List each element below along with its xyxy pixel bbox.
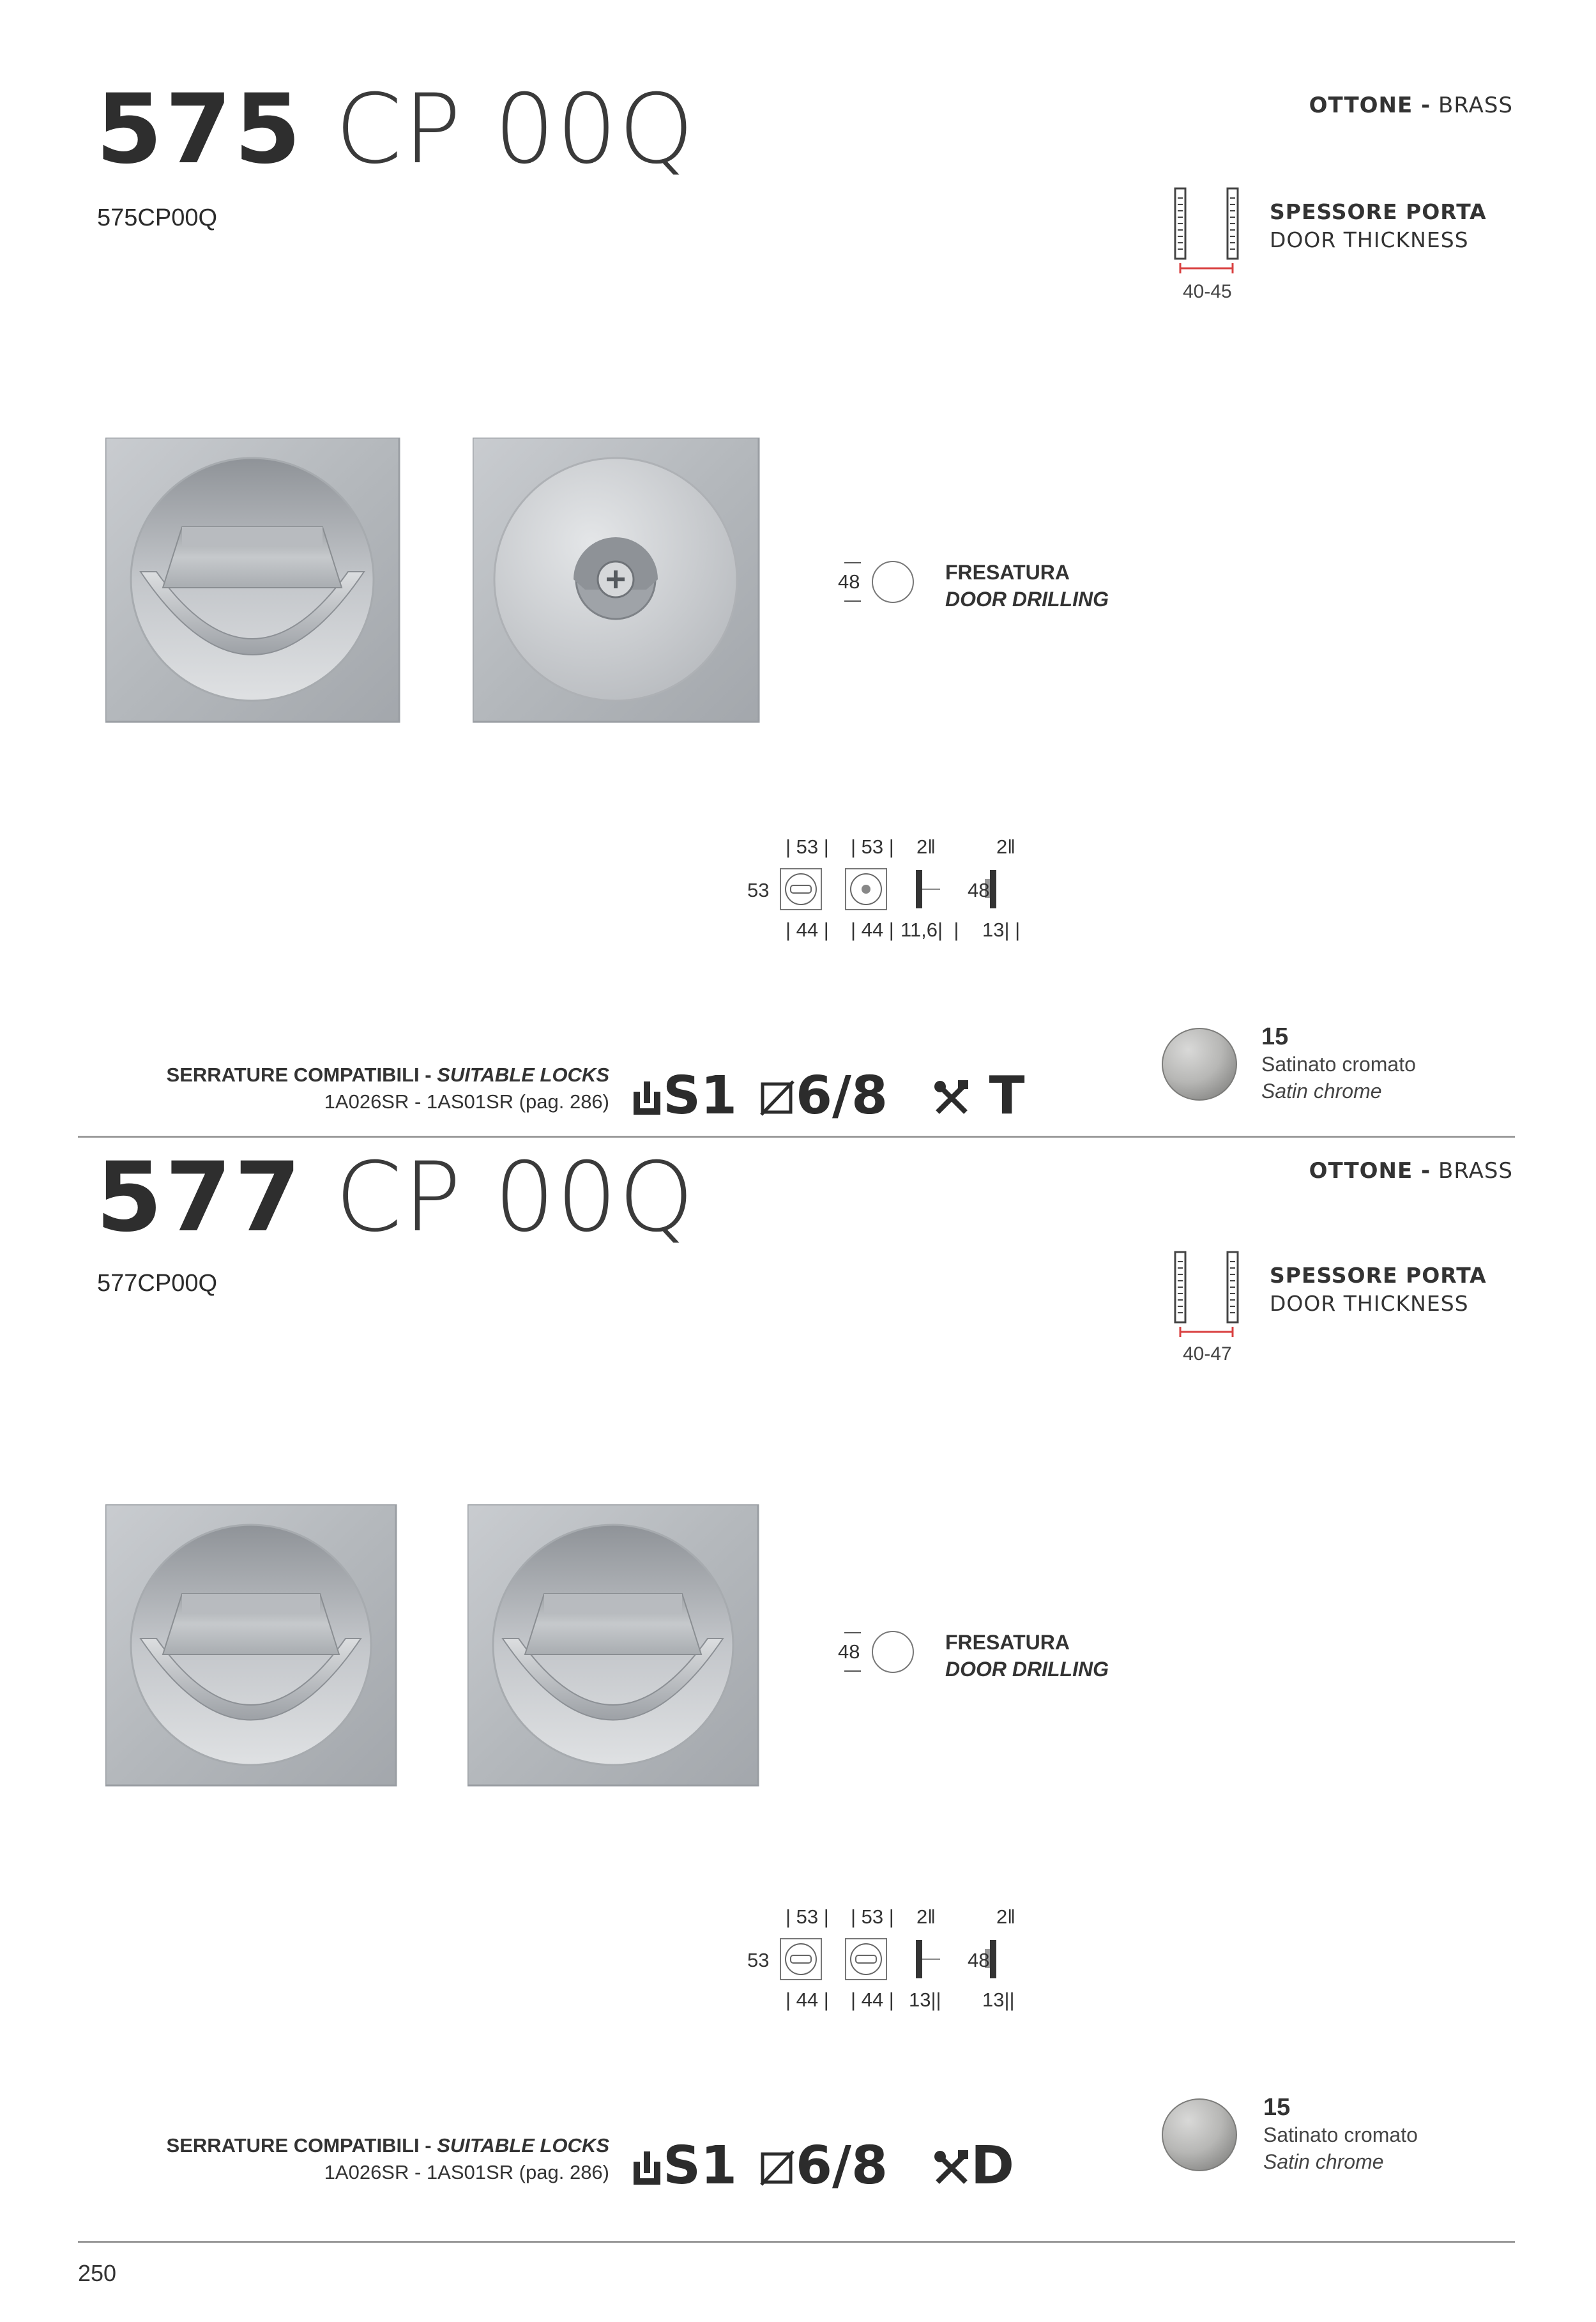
door-drilling-label: FRESATURA DOOR DRILLING: [945, 1631, 1109, 1681]
dim-w1: | 53 |: [786, 1906, 829, 1928]
dim-w1: | 53 |: [786, 836, 829, 858]
drilling-size: 48: [838, 1640, 860, 1663]
dimension-drawing: [747, 1906, 1028, 2014]
dim-t2: 2‖: [996, 1906, 1016, 1928]
section-divider: [78, 1136, 1515, 1138]
dim-t2: 2‖: [996, 836, 1016, 858]
tools-icon: [932, 1079, 971, 1117]
dimension-drawing: [747, 836, 1028, 944]
dim-w2: | 53 |: [851, 1906, 894, 1928]
dim-b1: | 44 |: [786, 919, 829, 941]
compatible-locks: SERRATURE COMPATIBILI - SUITABLE LOCKS 1A026SR - 1AS01SR (pag. 286): [166, 2134, 609, 2183]
dimension-glyphs: [779, 866, 1028, 914]
drilling-circle-icon: [872, 1631, 914, 1673]
door-thickness-icon: [1169, 1249, 1245, 1338]
square-spindle-icon: [760, 2150, 796, 2186]
door-thickness-label: SPESSORE PORTA DOOR THICKNESS: [1270, 199, 1487, 252]
handle-plate-image: [105, 438, 402, 725]
door-thickness-label: SPESSORE PORTA DOOR THICKNESS: [1270, 1263, 1487, 1316]
dim-d1: 11,6| |: [901, 919, 959, 941]
square-spindle-icon: [760, 1080, 796, 1116]
drilling-circle-icon: [872, 561, 914, 603]
feature-tool: D: [932, 2140, 1014, 2192]
finish-swatch: [1159, 1023, 1242, 1103]
spindle-icon: [631, 2150, 663, 2187]
dim-d1: 13||: [909, 1989, 941, 2011]
dim-tick: [844, 1632, 861, 1633]
door-thickness-icon: [1169, 185, 1245, 275]
page-number: 250: [78, 2260, 117, 2286]
drilling-size: 48: [838, 570, 860, 593]
dim-t1: 2‖: [916, 1906, 936, 1928]
footer-divider: [78, 2241, 1515, 2243]
finish-label: 15 Satinato cromato Satin chrome: [1263, 2094, 1418, 2173]
model-title: 575 CP 00Q: [96, 74, 695, 185]
dim-depth: 48: [968, 879, 990, 901]
thickness-range: 40-45: [1183, 281, 1232, 302]
feature-s1: S1: [631, 2140, 737, 2192]
compatible-locks: SERRATURE COMPATIBILI - SUITABLE LOCKS 1A026SR - 1AS01SR (pag. 286): [166, 1064, 609, 1113]
product-code: 575CP00Q: [97, 204, 218, 231]
dim-d2: 13||: [982, 1989, 1015, 2011]
material-label: OTTONE - BRASS: [1309, 1158, 1513, 1184]
feature-s1: S1: [631, 1070, 737, 1122]
finish-swatch: [1159, 2094, 1242, 2174]
dim-tick: [844, 600, 861, 602]
dim-b1: | 44 |: [786, 1989, 829, 2011]
dim-tick: [844, 562, 861, 563]
release-plate-image: [473, 438, 760, 725]
dim-b2: | 44 |: [851, 919, 894, 941]
feature-tool: T: [932, 1070, 1025, 1122]
tools-icon: [932, 2149, 971, 2187]
feature-square-spindle: 6/8: [760, 2140, 888, 2192]
dim-h: 53: [747, 1949, 770, 1971]
dim-w2: | 53 |: [851, 836, 894, 858]
model-title: 577 CP 00Q: [96, 1142, 695, 1253]
dim-t1: 2‖: [916, 836, 936, 858]
dim-tick: [844, 1670, 861, 1672]
dim-b2: | 44 |: [851, 1989, 894, 2011]
dim-d2: 13| |: [982, 919, 1021, 941]
handle-plate-image-second: [467, 1504, 761, 1792]
material-label: OTTONE - BRASS: [1309, 93, 1513, 118]
spindle-icon: [631, 1080, 663, 1117]
dimension-glyphs: [779, 1936, 1028, 1984]
door-drilling-label: FRESATURA DOOR DRILLING: [945, 561, 1109, 611]
handle-plate-image: [105, 1504, 399, 1792]
dim-depth: 48: [968, 1949, 990, 1971]
thickness-range: 40-47: [1183, 1343, 1232, 1364]
dim-h: 53: [747, 879, 770, 901]
feature-square-spindle: 6/8: [760, 1070, 888, 1122]
finish-label: 15 Satinato cromato Satin chrome: [1261, 1023, 1416, 1103]
product-code: 577CP00Q: [97, 1270, 218, 1297]
